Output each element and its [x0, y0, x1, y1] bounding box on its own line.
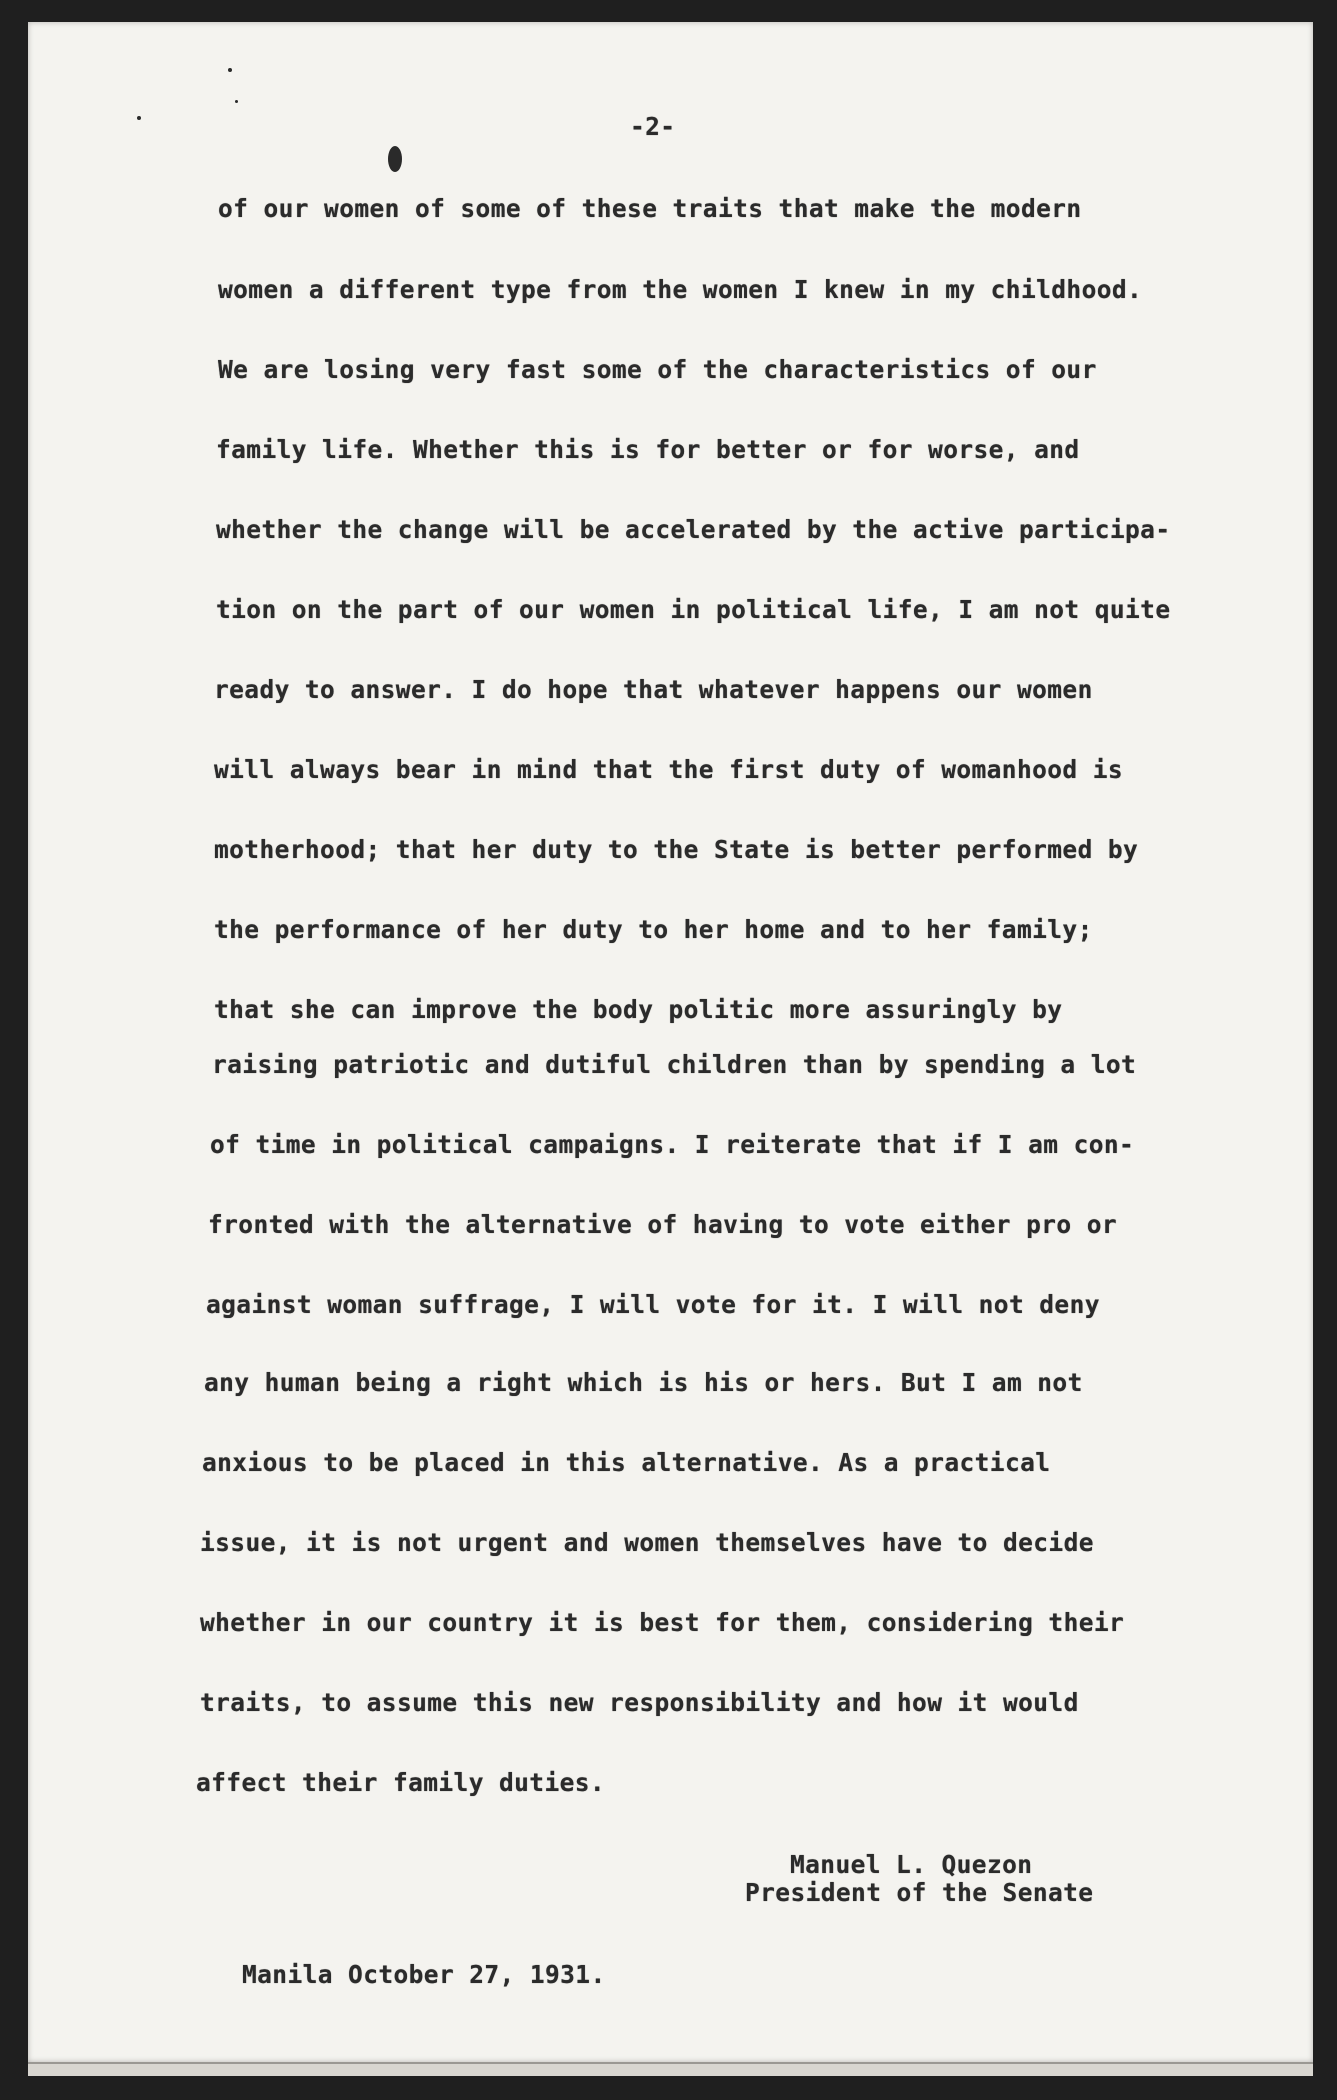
body-line: of our women of some of these traits that make the modern	[218, 194, 1082, 223]
body-line: motherhood; that her duty to the State is better performed by	[214, 835, 1139, 864]
signature-name: Manuel L. Quezon	[790, 1850, 1033, 1879]
ink-speck	[388, 146, 402, 172]
body-line: family life. Whether this is for better or for worse, and	[216, 435, 1080, 464]
page-bottom-edge	[28, 2062, 1313, 2076]
body-line: We are losing very fast some of the characteristics of our	[218, 355, 1097, 384]
body-line: of time in political campaigns. I reiterate that if I am con-	[210, 1130, 1135, 1159]
body-line: whether in our country it is best for them, considering their	[200, 1608, 1125, 1637]
body-line: issue, it is not urgent and women themselves have to decide	[200, 1528, 1094, 1557]
ink-speck	[228, 68, 232, 72]
body-line: against woman suffrage, I will vote for it. I will not deny	[206, 1290, 1100, 1319]
body-line: raising patriotic and dutiful children than by spending a lot	[212, 1050, 1137, 1079]
body-line: whether the change will be accelerated by the active participa-	[216, 515, 1171, 544]
body-line: women a different type from the women I knew in my childhood.	[218, 275, 1143, 304]
body-line: ready to answer. I do hope that whatever happens our women	[214, 675, 1093, 704]
ink-speck	[137, 116, 141, 120]
signature-title: President of the Senate	[745, 1878, 1094, 1907]
body-line: traits, to assume this new responsibility and how it would	[200, 1688, 1079, 1717]
body-line: fronted with the alternative of having to vote either pro or	[208, 1210, 1118, 1239]
body-line: that she can improve the body politic more assuringly by	[214, 995, 1063, 1024]
body-line: will always bear in mind that the first duty of womanhood is	[214, 755, 1124, 784]
place-date: Manila October 27, 1931.	[242, 1960, 606, 1989]
body-line: any human being a right which is his or hers. But I am not	[204, 1368, 1083, 1397]
body-line: the performance of her duty to her home and to her family;	[214, 915, 1093, 944]
document-page	[28, 22, 1313, 2062]
body-line: affect their family duties.	[196, 1768, 606, 1797]
page-number: -2-	[630, 112, 676, 141]
body-line: anxious to be placed in this alternative. As a practical	[202, 1448, 1051, 1477]
ink-speck	[235, 100, 238, 103]
body-line: tion on the part of our women in political life, I am not quite	[216, 595, 1171, 624]
